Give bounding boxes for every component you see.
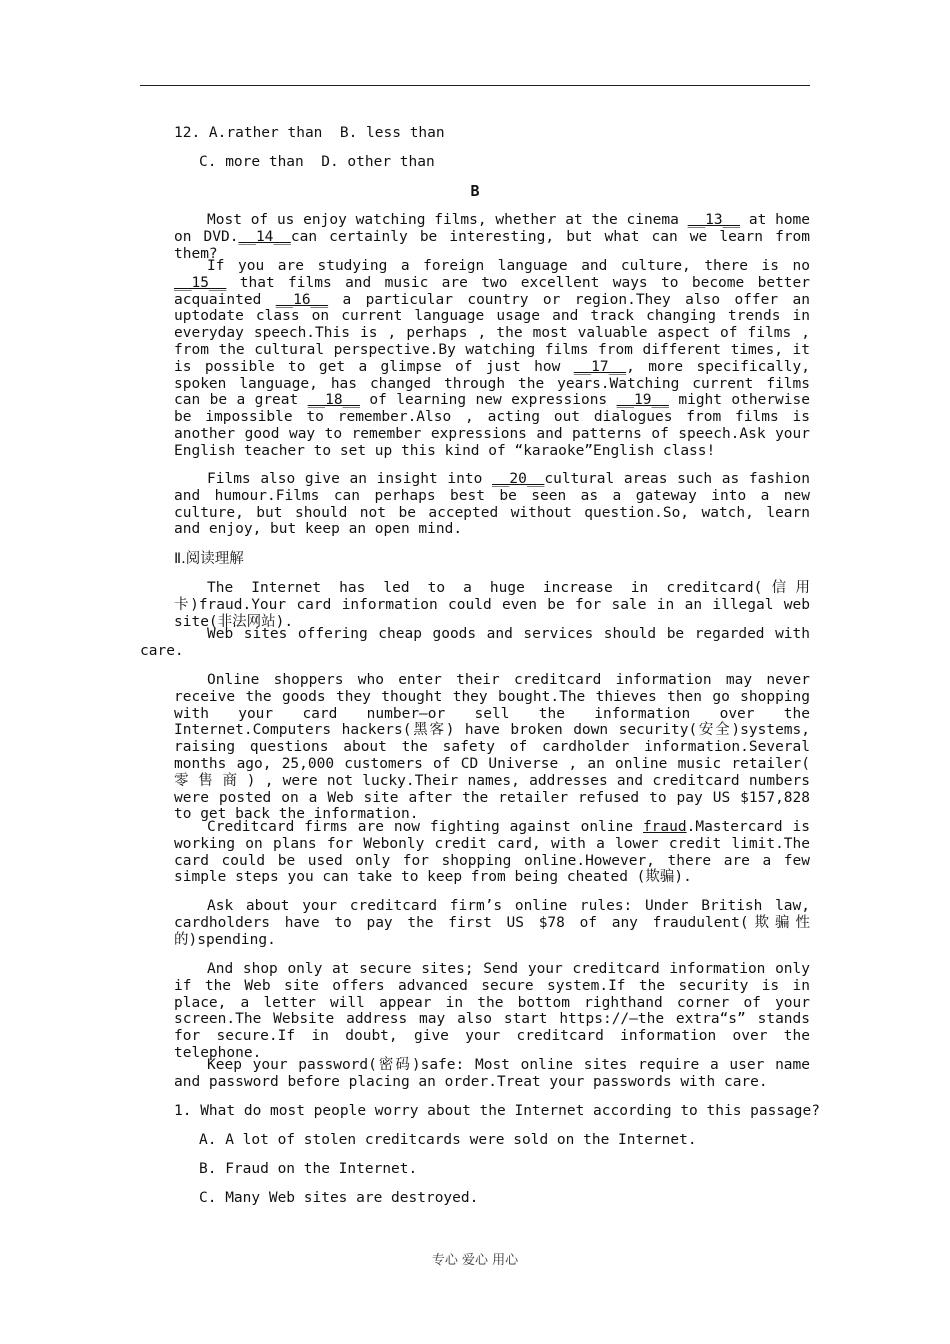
underlined-word-fraud: fraud (642, 819, 687, 835)
blank-14[interactable]: __14__ (238, 228, 291, 245)
q12-options-ab: 12. A.rather than B. less than (174, 125, 445, 141)
reading-paragraph-3: Online shoppers who enter their creditcard information may never receive the goods they thought they bought.The thieves then go shopping with your card number—or sell the information over the Internet.Computers hackers(黑客) have broken down security(安全)systems, raising questions about the safety of cardholder information.Several months ago, 25,000 customers of CD Universe , an online music retailer( 零 售 商 ) , were not lucky.Their names, addresses and creditcard numbers were posted on a Web site after the retailer refused to pay US $157,828 to get back the information. (174, 672, 810, 823)
reading-paragraph-4: Creditcard firms are now fighting against online fraud.Mastercard is working on plans for Webonly credit card, with a lower credit limit.The card could be used only for shopping online.However, there are a few simple steps you can take to keep from being cheated (欺骗). (174, 819, 810, 886)
reading-paragraph-1: The Internet has led to a huge increase in creditcard(信用卡)fraud.Your card information could even be for sale in an illegal web site(非法网站). (174, 580, 810, 630)
question-1-option-b[interactable]: B. Fraud on the Internet. (199, 1161, 418, 1177)
blank-19[interactable]: __19__ (616, 392, 669, 409)
section-b-heading: B (470, 182, 480, 200)
page-footer: 专心 爱心 用心 (431, 1253, 519, 1268)
blank-13[interactable]: __13__ (687, 212, 741, 228)
blank-16[interactable]: __16__ (275, 291, 329, 308)
cloze-paragraph-3: Films also give an insight into __20__cultural areas such as fashion and humour.Films can perhaps best be seen as a gateway into a new culture, but should not be accepted without question.So, watch, learn and enjoy, but keep an open mind. (174, 471, 810, 538)
reading-paragraph-5: Ask about your creditcard firm’s online rules: Under British law, cardholders have to pay the first US $78 of any fraudulent(欺骗性的)spending. (174, 898, 810, 948)
cloze-paragraph-2: If you are studying a foreign language and culture, there is no __15__ that films and music are two excellent ways to become better acquainted __16__ a particular country or region.They also offer an uptodate class on current language usage and track changing trends in everyday speech.This is , perhaps , the most valuable aspect of films , from the cultural perspective.By watching films from different times, it is possible to get a glimpse of just how __17__, more specifically, spoken language, has changed through the years.Watching current films can be a great __18__ of learning new expressions __19__ might otherwise be impossible to remember.Also , acting out dialogues from films is another good way to remember expressions and patterns of speech.Ask your English teacher to set up this kind of “karaoke”English class! (174, 258, 810, 459)
question-1-option-c[interactable]: C. Many Web sites are destroyed. (199, 1190, 479, 1206)
reading-paragraph-2: Web sites offering cheap goods and services should be regarded with care. (140, 626, 810, 659)
blank-20[interactable]: __20__ (491, 471, 545, 487)
question-1-stem: 1. What do most people worry about the Internet according to this passage? (174, 1103, 821, 1119)
q12-options-cd: C. more than D. other than (199, 154, 435, 170)
blank-17[interactable]: __17__ (573, 358, 627, 375)
blank-15[interactable]: __15__ (174, 274, 227, 291)
cloze-paragraph-1: Most of us enjoy watching films, whether at the cinema __13__ at home on DVD.__14__can certainly be interesting, but what can we learn from them? (174, 212, 811, 262)
question-1-option-a[interactable]: A. A lot of stolen creditcards were sold on the Internet. (199, 1132, 697, 1148)
reading-paragraph-7: Keep your password(密码)safe: Most online sites require a user name and password before placing an order.Treat your passwords with care. (174, 1057, 810, 1090)
blank-18[interactable]: __18__ (307, 392, 361, 409)
section-2-heading: Ⅱ.阅读理解 (174, 551, 244, 567)
header-rule (140, 85, 810, 86)
reading-paragraph-6: And shop only at secure sites; Send your creditcard information only if the Web site offers advanced secure system.If the security is in place, a letter will appear in the bottom righthand corner of your screen.The Website address may also start https://—the extra“s” stands for secure.If in doubt, give your creditcard information over the telephone. (174, 961, 810, 1061)
